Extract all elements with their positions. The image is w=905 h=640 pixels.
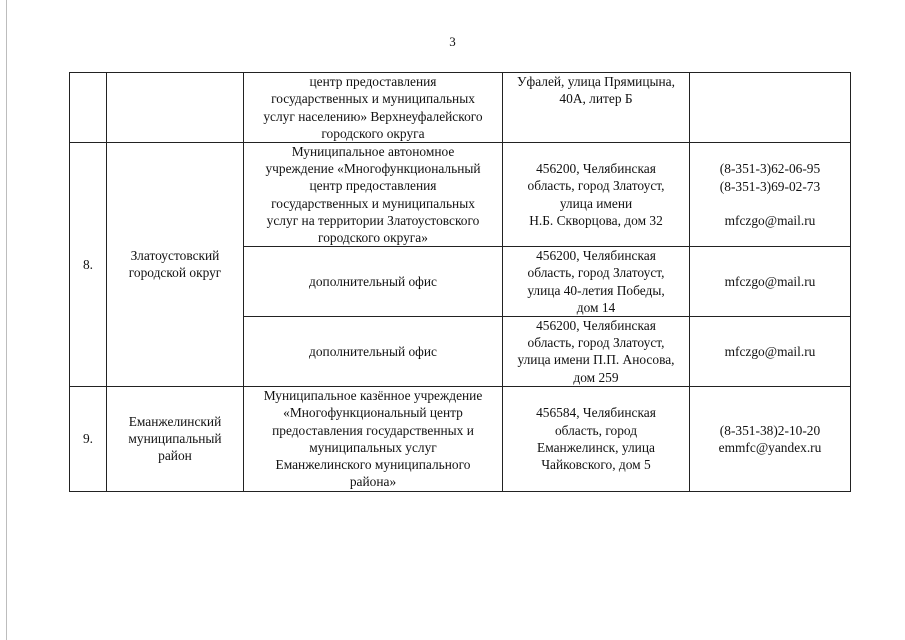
contacts-cell — [690, 143, 851, 247]
organization-cell: Муниципальное казённое учреждение «Многофункциональный центр предоставления государственных и муниципальных услуг Еманжелинского муниципального района» — [244, 386, 503, 491]
email-address: mfczgo@mail.ru — [724, 212, 816, 228]
row-number-cell — [70, 73, 107, 143]
table-row-emanzhelinsk — [70, 386, 851, 491]
email-address: mfczgo@mail.ru — [724, 343, 816, 359]
contacts-cell — [690, 317, 851, 387]
district-cell — [107, 73, 244, 143]
address-cell: 456200, Челябинская область, город Златоуст, улица 40-летия Победы, дом 14 — [503, 247, 690, 317]
district-cell: Златоустовский городской округ — [107, 143, 244, 387]
address-cell: 456200, Челябинская область, город Златоуст, улица имени П.П. Аносова, дом 259 — [503, 317, 690, 387]
contacts-cell — [690, 73, 851, 143]
contacts-cell — [690, 386, 851, 491]
table-row-zlatoust-main — [70, 143, 851, 247]
district-cell: Еманжелинский муниципальный район — [107, 386, 244, 491]
email-address: mfczgo@mail.ru — [724, 274, 816, 290]
phone-number: (8-351-3)62-06-95 — [719, 161, 821, 177]
page-number: 3 — [449, 34, 456, 49]
organization-cell: дополнительный офис — [244, 317, 503, 387]
address-cell: 456200, Челябинская область, город Златоуст, улица имени Н.Б. Скворцова, дом 32 — [503, 143, 690, 247]
phone-number: (8-351-3)69-02-73 — [719, 178, 821, 194]
phone-number: (8-351-38)2-10-20 — [719, 422, 821, 438]
organization-cell: дополнительный офис — [244, 247, 503, 317]
contacts-cell — [690, 247, 851, 317]
mfc-registry-table — [69, 72, 851, 492]
row-number-cell: 8. — [70, 143, 107, 387]
row-number-cell: 9. — [70, 386, 107, 491]
address-cell: 456584, Челябинская область, город Еманжелинск, улица Чайковского, дом 5 — [503, 386, 690, 491]
address-cell: Уфалей, улица Прямицына, 40А, литер Б — [503, 73, 690, 143]
email-address: emmfc@yandex.ru — [718, 439, 822, 455]
page-left-edge-line — [6, 0, 7, 640]
organization-cell: центр предоставления государственных и муниципальных услуг населению» Верхнеуфалейского городского округа — [244, 73, 503, 143]
table-row-continuation — [70, 73, 851, 143]
organization-cell: Муниципальное автономное учреждение «Многофункциональный центр предоставления государственных и муниципальных услуг на территории Златоустовского городского округа» — [244, 143, 503, 247]
